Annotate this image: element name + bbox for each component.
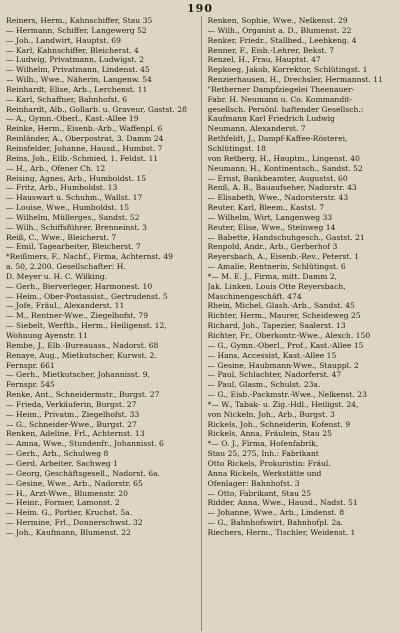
directory-entry: — Louise, Wwe., Humboldst. 15 (6, 203, 130, 213)
directory-entry: — Wilhelm, Privatmann, Lindenst. 45 (6, 65, 150, 75)
directory-entry: D. Meyer u. H. C. Wilking. (6, 271, 108, 281)
directory-entry: — H., Arb., Ofener Ch. 12 (6, 163, 106, 173)
directory-entry: *— O. J., Firma, Hofenfabrik, (207, 439, 319, 449)
directory-entry: Reinhardt, Elise, Arb., Lerchenst. 11 (6, 84, 148, 94)
directory-entry: Stau 25, 275, Inh.: Fabrikant (207, 449, 319, 459)
directory-entry: — Joh., Kaufmann, Blumenst. 22 (6, 527, 131, 537)
directory-entry: — Amna, Wwe., Stundenfr., Johannisst. 6 (6, 439, 164, 449)
directory-entry: Reins, Joh., Eilb.-Schmied, 1. Feldst. 11 (6, 153, 159, 163)
directory-entry: Neumann, Alexanderst. 7 (207, 124, 306, 134)
directory-entry: Schlütingst. 18 (207, 143, 266, 153)
directory-entry: Jak. Linken, Louis Otte Reyersbach, (207, 281, 346, 291)
columns (6, 16, 394, 631)
directory-entry: — Paul, Schlachter, Nadorferst. 47 (207, 370, 342, 380)
directory-entry: — Gerh., Bierverleger, Harmonest. 10 (6, 281, 153, 291)
directory-entry: Wohnung Ayenstr. 11 (6, 331, 88, 340)
directory-entry: Rickels, Anna, Fräulein, Stau 25 (207, 429, 332, 439)
directory-entry: — Paul, Glasm., Schulst. 23a. (207, 380, 321, 390)
directory-entry: Anna Rickels, Werkstätte und (207, 468, 322, 478)
directory-entry: Otto Rickels, Prokuristin: Fräul. (207, 458, 331, 468)
directory-entry: *— W., Tabak- u. Zig.-Hdl., Heiligst. 24, (207, 399, 359, 409)
directory-entry: — Hermine, Frl., Donnerschwst. 32 (6, 518, 143, 528)
directory-entry: — Hauswart u. Schuhm., Wallst. 17 (6, 193, 143, 203)
directory-entry: — Wilh., Organist a. D., Blumenst. 22 (207, 25, 352, 35)
directory-entry: Renß, A. B., Bauaufseher, Nadorstr. 43 (207, 183, 357, 193)
directory-entry: Fernspr. 661 (6, 360, 55, 370)
directory-entry: Renker, Friedr., Stallbed., Leebkeng. 4 (207, 35, 357, 45)
directory-entry: — M., Rentner-Wwe., Ziegelhofst. 79 (6, 311, 149, 321)
directory-entry: — Gesine, Wwe., Arb., Nadorstr. 65 (6, 478, 143, 488)
directory-entry: Renke, Ant., Schneidermstr., Burgst. 27 (6, 390, 160, 400)
directory-entry: Reising, Agnes, Arb., Humboldst. 15 (6, 173, 147, 183)
directory-entry: Richard, Joh., Tapezier, Saalerst. 13 (207, 321, 346, 331)
directory-entry: — G., Gymn.-Oberl., Prof., Kast.-Allee 15 (207, 340, 364, 350)
directory-entry: Renzel, H., Frau, Hauptst. 47 (207, 55, 321, 65)
directory-entry: — Wilhelm, Wirt, Langenweg 33 (207, 212, 333, 222)
directory-entry: — Georg, Geschäftsgesell., Nadorst. 6a. (6, 468, 160, 478)
directory-entry: Riechers, Herm., Tischler, Weidenst. 1 (207, 527, 356, 537)
directory-entry: — Heinr., Former, Lamonst. 2 (6, 498, 120, 508)
directory-entry: Reiners, Herm., Kahnschiffer, Stau 35 (6, 16, 153, 25)
directory-entry: *Reißmers, F., Nachf., Firma, Achternst. 49 (6, 252, 173, 262)
directory-entry: — H., Arzt-Wwe., Blumenstr. 20 (6, 488, 128, 498)
directory-entry: Richter, Fr., Oberkontr.-Wwe., Alexch. 150 (207, 331, 371, 340)
directory-entry: — Elisabeth, Wwe., Nadorsterstr. 43 (207, 193, 349, 203)
directory-entry: — Hermann, Schiffer, Langewerg 52 (6, 25, 147, 35)
directory-entry: Renzierhausen, H., Drechsler, Hermannst. 11 (207, 75, 383, 85)
directory-entry: Reuter, Karl, Bleem., Kastst. 7 (207, 203, 325, 213)
directory-entry: — Heim., Privatm., Ziegelhofst. 33 (6, 409, 140, 419)
directory-entry: Rethfeldt, J., Dampf-Kaffee-Rösterei, (207, 134, 348, 144)
directory-entry: — A., Gymn.-Oberl., Kast.-Allee 19 (6, 114, 139, 124)
directory-entry: Renner, F., Eisb.-Lehrer, Bekst. 7 (207, 45, 335, 55)
right-column (201, 16, 395, 631)
directory-entry: Fernspr. 545 (6, 380, 55, 390)
directory-entry: — Siebelt, Werftb., Herm., Heiligenst. 12, (6, 321, 167, 331)
directory-entry: — Wilhelm, Müllerges., Sandst. 52 (6, 212, 140, 222)
directory-entry: — G., Eisb.-Packmstr.-Wwe., Nelkenst. 23 (207, 390, 367, 400)
directory-entry: Reuter, Elise, Wwe., Steinweg 14 (207, 222, 336, 232)
directory-entry: — Wilh., Schiffsführer, Brenneinst. 3 (6, 222, 147, 232)
page-number: 190 (187, 2, 213, 15)
directory-entry: — Karl, Kahnschiffer, Bleicherst. 4 (6, 45, 139, 55)
directory-entry: Kaufmann Karl Friedrich Ludwig (207, 114, 335, 124)
directory-entry: Richter, Herm., Maurer, Scheideweg 25 (207, 311, 361, 321)
directory-entry: Rhein, Michel, Glash.-Arb., Sandst. 45 (207, 301, 355, 311)
directory-entry: — Jofe, Fräul., Alexanderst. 11 (6, 301, 125, 311)
left-column (6, 16, 193, 631)
directory-entry: — Amalie, Rentnerin, Schlütingst. 6 (207, 262, 346, 272)
directory-entry: Maschinengeschäft. 474 (207, 291, 302, 301)
directory-entry: *— M. E. J., Firma, mitt. Damm 2, (207, 271, 338, 281)
directory-entry: — Heim., Ober-Postassist., Gertrudenst. 5 (6, 291, 168, 301)
directory-entry: — Gesine, Haubmann-Wwe., Stauppl. 2 (207, 360, 359, 370)
directory-entry: — Karl, Schaffner, Bahnhofst. 6 (6, 94, 128, 104)
directory-entry: Neumann, H., Kontinentsch., Sandst. 52 (207, 163, 363, 173)
directory-entry: — Hans, Accessist, Kast.-Allee 15 (207, 350, 337, 360)
directory-entry: — Emil, Tagearbeiter, Bleicherst. 7 (6, 242, 141, 252)
directory-entry: "Retherner Dampfziegelei Theenauer- (207, 84, 355, 94)
directory-entry: — G., Bahnhofswirt, Bahnhofpl. 2a. (207, 518, 344, 528)
directory-entry: — Johanne, Wwe., Arb., Lindenst. 8 (207, 508, 345, 518)
directory-entry: Renpold, Andr., Arb., Gerberhof 3 (207, 242, 338, 252)
directory-entry: gesellsch. Persönl. haftender Gesellsch.: (207, 104, 364, 114)
directory-entry: — Gerh., Mietkutscher, Johannisst. 9, (6, 370, 150, 380)
directory-entry: Reyersbach, A., Eisenb.-Rev., Peterst. 1 (207, 252, 360, 262)
directory-entry: — Heim. G., Portier, Kruchst. 5a. (6, 508, 133, 518)
directory-entry: — Joh., Landwirt, Hauptst. 69 (6, 35, 121, 45)
directory-entry: Repkoeg, Jakob, Korrektor, Schlütingst. 1 (207, 65, 368, 75)
directory-entry: Renaye, Aug., Mietkutscher, Kurwst. 2. (6, 350, 157, 360)
directory-entry: — Frieda, Verkäuferin, Burgst. 27 (6, 399, 137, 409)
directory-entry: — Ernst, Bankbeamter, Augustst. 60 (207, 173, 348, 183)
directory-entry: Reinke, Herm., Eisenb.-Arb., Waffenpl. 6 (6, 124, 163, 134)
directory-entry: Rickels, Joh., Schneiderin, Kofenst. 9 (207, 419, 351, 429)
directory-entry: a. 50, 2.200. Gesellschafter: H. (6, 262, 126, 272)
directory-entry: — Gerh., Arb., Schulweg 8 (6, 449, 109, 459)
directory-entry: Reinsfelder, Johanne, Hausd., Humbst. 7 (6, 143, 163, 153)
directory-entry: Reinländer, A., Oberpostrat, 3. Damm 24 (6, 134, 164, 144)
directory-entry: Renken, Adeline, Frl., Achternst. 13 (6, 429, 145, 439)
directory-entry: — Gerd, Arbeiter, Sachweg 1 (6, 458, 118, 468)
directory-entry: von Nickeln, Joh., Arb., Burgst. 3 (207, 409, 335, 419)
directory-entry: Reiß, C., Wwe., Bleicherst. 7 (6, 232, 117, 242)
directory-entry: von Retberg, H., Hauptm., Lingenst. 40 (207, 153, 360, 163)
directory-entry: Rembe, J., Elb.-Bureauass., Nadorst. 68 (6, 340, 159, 350)
directory-entry: Reinhardt, Alb., Gollarb. u. Graveur, Gastst. 28 (6, 104, 187, 114)
directory-entry: Renken, Sophie, Wwe., Nelkenst. 29 (207, 16, 348, 25)
directory-entry: — Otto, Fabrikant, Stau 25 (207, 488, 312, 498)
directory-entry: — Fritz, Arb., Humboldst. 13 (6, 183, 118, 193)
directory-entry: Ridder, Anna, Wwe., Hausd., Nadst. 51 (207, 498, 358, 508)
directory-entry: — Babette, Handschuhgesch., Gastst. 21 (207, 232, 365, 242)
directory-entry: — Wilh., Wwe., Näherin, Langenw. 54 (6, 75, 152, 85)
directory-entry: Fabr. H. Neumann u. Co. Kommandit- (207, 94, 353, 104)
directory-entry: — G., Schneider-Wwe., Burgst. 27 (6, 419, 137, 429)
directory-entry: Ofenlager: Bahnhofst. 3 (207, 478, 300, 488)
directory-entry: — Ludwig, Privatmann, Ludwigst. 2 (6, 55, 144, 65)
